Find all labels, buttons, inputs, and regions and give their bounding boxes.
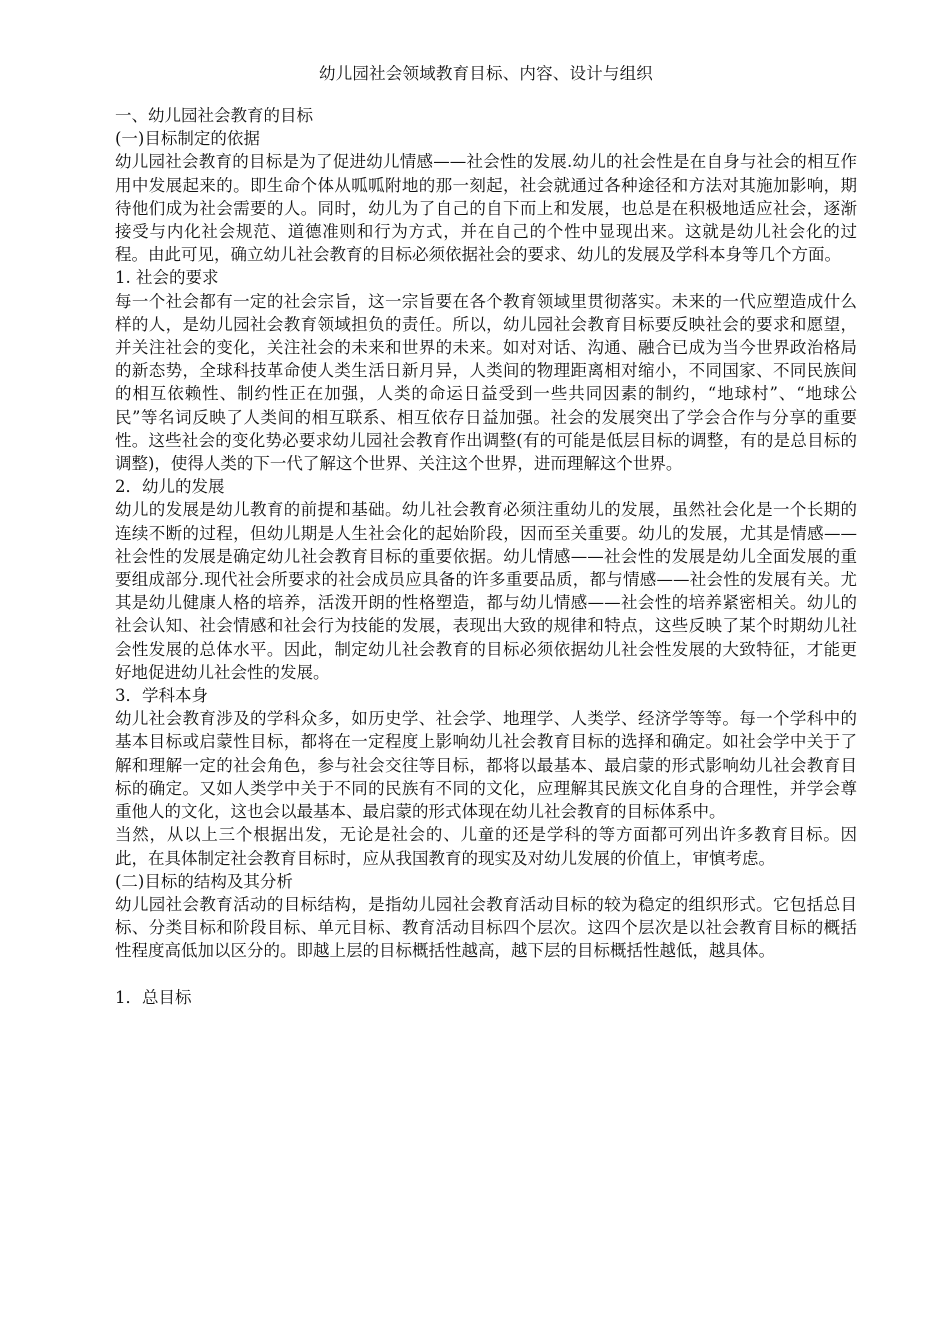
document-page <box>115 58 857 1009</box>
paragraph-society: 每一个社会都有一定的社会宗旨，这一宗旨要在各个教育领域里贯彻落实。未来的一代应塑造成什么样的人，是幼儿园社会教育领域担负的责任。所以，幼儿园社会教育目标要反映社会的要求和愿望，并关注社会的变化，关注社会的未来和世界的未来。如对对话、沟通、融合已成为当今世界政治格局的新态势，全球科技革命使人类生活日新月异，人类间的物理距离相对缩小，不同国家、不同民族间的相互依赖性、制约性正在加强，人类的命运日益受到一些共同因素的制约，“地球村”、“地球公民”等名词反映了人类间的相互联系、相互依存日益加强。社会的发展突出了学会合作与分享的重要性。这些社会的变化势必要求幼儿园社会教育作出调整(有的可能是低层目标的调整，有的是总目标的调整)，使得人类的下一代了解这个世界、关注这个世界，进而理解这个世界。 <box>115 291 857 474</box>
blank-line <box>115 963 857 986</box>
section-heading-goals: 一、幼儿园社会教育的目标 <box>115 106 313 125</box>
paragraph-structure: 幼儿园社会教育活动的目标结构，是指幼儿园社会教育活动目标的较为稳定的组织形式。它包括总目标、分类目标和阶段目标、单元目标、教育活动目标四个层次。这四个层次是以社会教育目标的概括性程度高低加以区分的。即越上层的目标概括性越高，越下层的目标概括性越低，越具体。 <box>115 894 857 961</box>
item-heading-discipline: 3．学科本身 <box>115 686 208 706</box>
document-title: 幼儿园社会领域教育目标、内容、设计与组织 <box>319 64 653 83</box>
paragraph-intro: 幼儿园社会教育的目标是为了促进幼儿情感——社会性的发展.幼儿的社会性是在自身与社会的相互作用中发展起来的。即生命个体从呱呱附地的那一刻起，社会就通过各种途径和方法对其施加影响，期待他们成为社会需要的人。同时，幼儿为了自己的自下而上和发展，也总是在积极地适应社会，逐渐接受与内化社会规范、道德准则和行为方式，并在自己的个性中显现出来。这就是幼儿社会化的过程。由此可见，确立幼儿社会教育的目标必须依据社会的要求、幼儿的发展及学科本身等几个方面。 <box>115 152 857 265</box>
paragraph-child-development: 幼儿的发展是幼儿教育的前提和基础。幼儿社会教育必须注重幼儿的发展，虽然社会化是一个长期的连续不断的过程，但幼儿期是人生社会化的起始阶段，因而至关重要。幼儿的发展，尤其是情感——社会性的发展是确定幼儿社会教育目标的重要依据。幼儿情感——社会性的发展是幼儿全面发展的重要组成部分.现代社会所要求的社会成员应具备的许多重要品质，都与情感——社会性的发展有关。尤其是幼儿健康人格的培养，活泼开朗的性格塑造，都与幼儿情感——社会性的培养紧密相关。幼儿的社会认知、社会情感和社会行为技能的发展，表现出大致的规律和特点，这些反映了某个时期幼儿社会性发展的总体水平。因此，制定幼儿社会教育的目标必须依据幼儿社会性发展的大致特征，才能更好地促进幼儿社会性的发展。 <box>115 500 857 682</box>
item-heading-total-goal: 1．总目标 <box>115 987 192 1007</box>
subsection-heading-structure: (二)目标的结构及其分析 <box>115 871 293 891</box>
item-heading-society: 1. 社会的要求 <box>115 268 219 288</box>
paragraph-discipline: 幼儿社会教育涉及的学科众多，如历史学、社会学、地理学、人类学、经济学等等。每一个学科中的基本目标或启蒙性目标，都将在一定程度上影响幼儿社会教育目标的选择和确定。如社会学中关于了解和理解一定的社会角色，参与社会交往等目标，都将以最基本、最启蒙的形式影响幼儿社会教育目标的确定。又如人类学中关于不同的民族有不同的文化，应理解其民族文化自身的合理性，并学会尊重他人的文化，这也会以最基本、最启蒙的形式体现在幼儿社会教育的目标体系中。 <box>115 709 857 822</box>
subsection-heading-basis: (一)目标制定的依据 <box>115 129 260 149</box>
item-heading-child-development: 2．幼儿的发展 <box>115 477 225 497</box>
paragraph-conclusion: 当然，从以上三个根据出发，无论是社会的、儿童的还是学科的等方面都可列出许多教育目标。因此，在具体制定社会教育目标时，应从我国教育的现实及对幼儿发展的价值上，审慎考虑。 <box>115 825 857 868</box>
